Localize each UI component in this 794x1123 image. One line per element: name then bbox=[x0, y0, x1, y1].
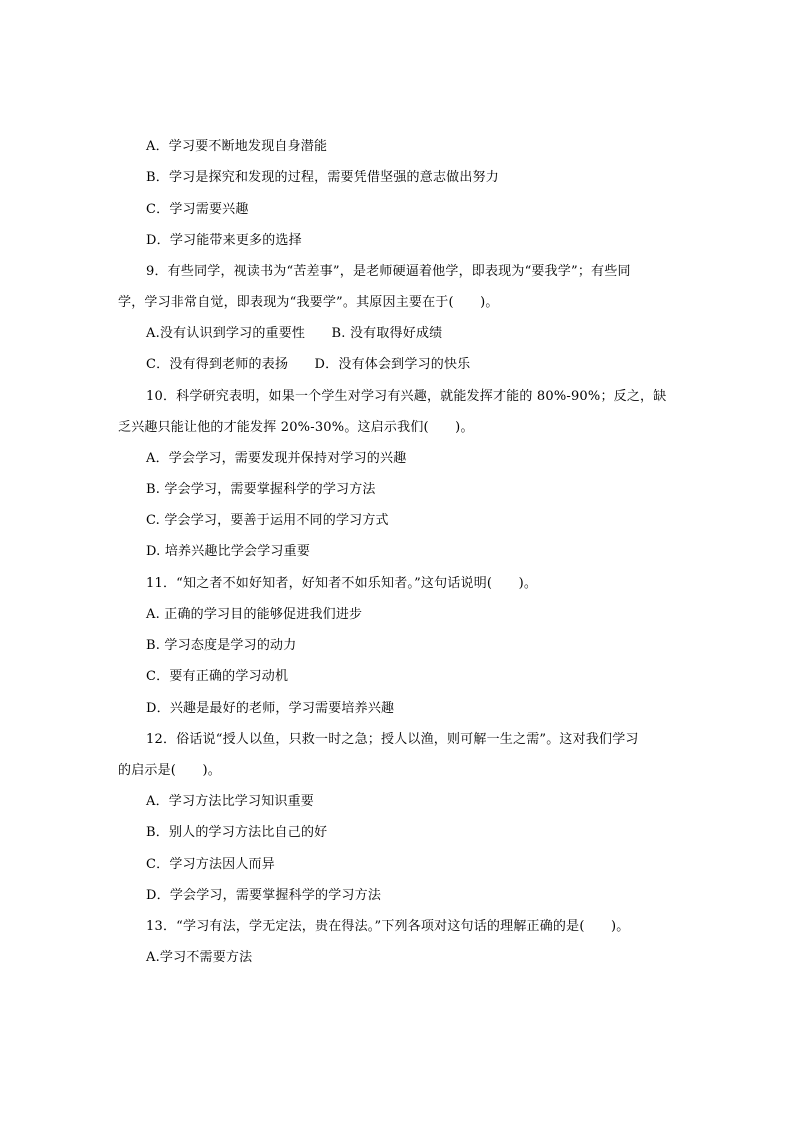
q11-stem: 11．“知之者不如好知者，好知者不如乐知者。”这句话说明( )。 bbox=[146, 576, 538, 591]
q12-stem-line1: 12．俗话说“授人以鱼，只救一时之急；授人以渔，则可解一生之需”。这对我们学习 bbox=[146, 732, 639, 747]
q10-option-c: C. 学会学习，要善于运用不同的学习方式 bbox=[146, 513, 389, 528]
q8-option-d: D．学习能带来更多的选择 bbox=[146, 233, 302, 248]
q13-option-a: A.学习不需要方法 bbox=[146, 950, 253, 965]
q10-stem-line1: 10．科学研究表明，如果一个学生对学习有兴趣，就能发挥才能的 80%-90%；反之，缺 bbox=[146, 389, 667, 404]
q11-option-c: C．要有正确的学习动机 bbox=[146, 669, 289, 684]
q10-option-b: B. 学会学习，需要掌握科学的学习方法 bbox=[146, 482, 376, 497]
q9-stem-line2: 学，学习非常自觉，即表现为“我要学”。其原因主要在于( )。 bbox=[118, 295, 499, 310]
q11-option-b: B. 学习态度是学习的动力 bbox=[146, 638, 297, 653]
q12-option-c: C．学习方法因人而异 bbox=[146, 857, 275, 872]
q12-stem-line2: 的启示是( )。 bbox=[118, 763, 221, 778]
q10-stem-line2: 乏兴趣只能让他的才能发挥 20%-30%。这启示我们( )。 bbox=[118, 420, 474, 435]
q11-option-d: D．兴趣是最好的老师，学习需要培养兴趣 bbox=[146, 701, 395, 716]
q9-options-row2: C．没有得到老师的表扬 D．没有体会到学习的快乐 bbox=[146, 357, 471, 372]
q12-option-b: B．别人的学习方法比自己的好 bbox=[146, 825, 328, 840]
q10-option-d: D. 培养兴趣比学会学习重要 bbox=[146, 544, 311, 559]
q12-option-d: D．学会学习，需要掌握科学的学习方法 bbox=[146, 888, 382, 903]
q8-option-a: A．学习要不断地发现自身潜能 bbox=[146, 139, 328, 154]
q12-option-a: A．学习方法比学习知识重要 bbox=[146, 794, 314, 809]
q10-option-a: A．学会学习，需要发现并保持对学习的兴趣 bbox=[146, 451, 407, 466]
q9-stem-line1: 9．有些同学，视读书为“苦差事”，是老师硬逼着他学，即表现为“要我学”；有些同 bbox=[146, 264, 631, 279]
q9-options-row1: A.没有认识到学习的重要性 B. 没有取得好成绩 bbox=[146, 326, 443, 341]
q8-option-b: B．学习是探究和发现的过程，需要凭借坚强的意志做出努力 bbox=[146, 170, 499, 185]
q11-option-a: A. 正确的学习目的能够促进我们进步 bbox=[146, 607, 363, 622]
q13-stem: 13．“学习有法，学无定法，贵在得法。”下列各项对这句话的理解正确的是( )。 bbox=[146, 919, 630, 934]
q8-option-c: C．学习需要兴趣 bbox=[146, 202, 249, 217]
